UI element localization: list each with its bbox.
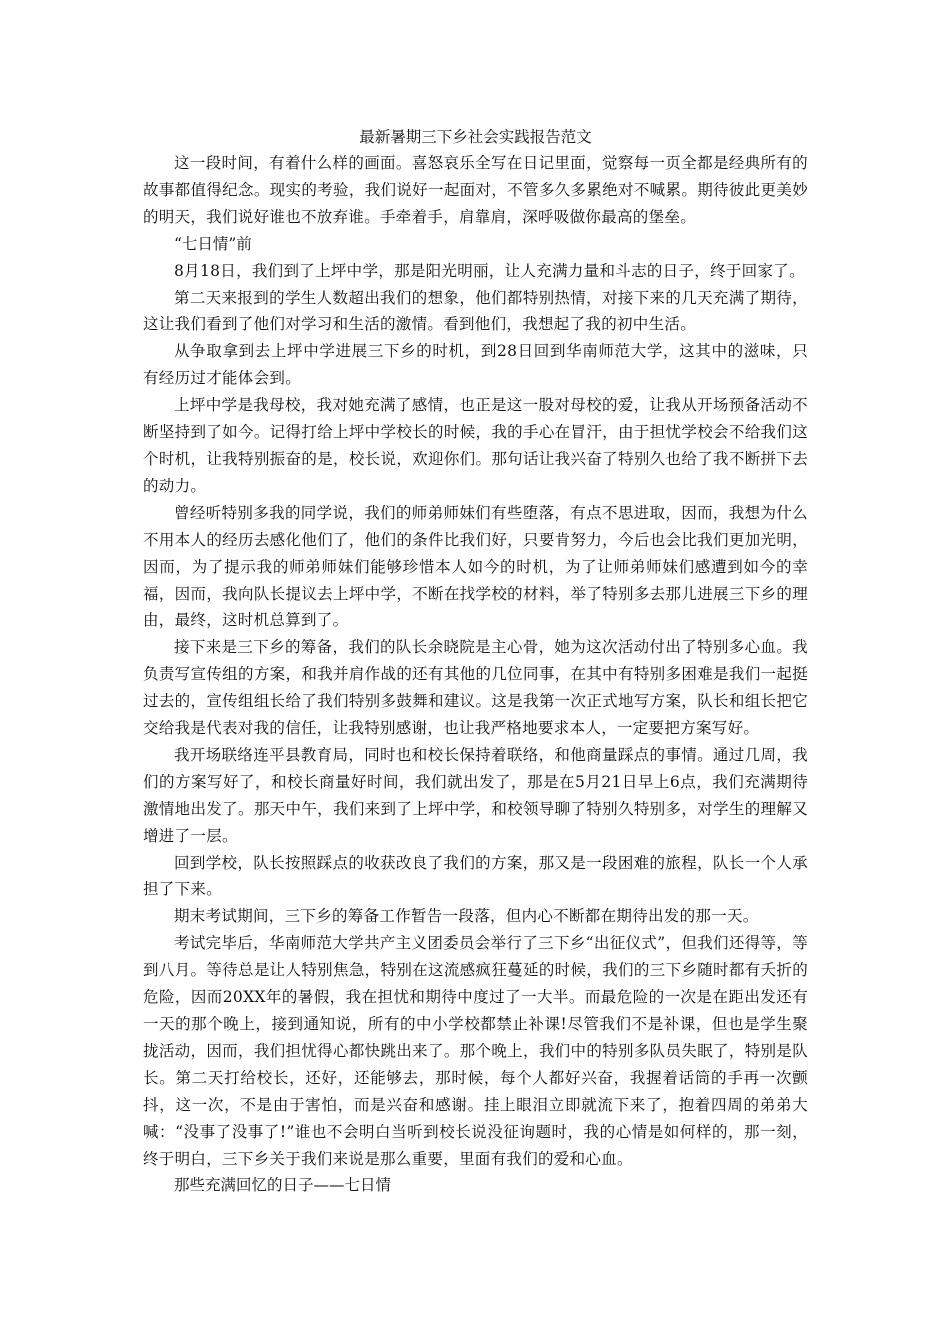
paragraph: 考试完毕后，华南师范大学共产主义团委员会举行了三下乡“出征仪式”，但我们还得等，等到八月。等待总是让人特别焦急，特别在这流感疯狂蔓延的时候，我们的三下乡随时都有夭折的危险，因而20XX年的暑假，我在担忧和期待中度过了一大半。而最危险的一次是在距出发还有一天的那个晚上，接到通知说，所有的中小学校都禁止补课!尽管我们不是补课，但也是学生聚拢活动，因而，我们担忧得心都快跳出来了。那个晚上，我们中的特别多队员失眠了，特别是队长。第二天打给校长，还好，还能够去，那时候，每个人都好兴奋，我握着话筒的手再一次颤抖，这一次，不是由于害怕，而是兴奋和感谢。挂上眼泪立即就流下来了，抱着四周的弟弟大喊：“没事了没事了!”谁也不会明白当听到校长说没征询题时，我的心情是如何样的，那一刻，终于明白，三下乡关于我们来说是那么重要，里面有我们的爱和心血。 [143,934,808,1168]
paragraph: 第二天来报到的学生人数超出我们的想象，他们都特别热情，对接下来的几天充满了期待，这让我们看到了他们对学习和生活的激情。看到他们，我想起了我的初中生活。 [143,288,808,334]
paragraph: 回到学校，队长按照踩点的收获改良了我们的方案，那又是一段困难的旅程，队长一个人承担了下来。 [143,853,808,899]
paragraph: 接下来是三下乡的筹备，我们的队长余晓院是主心骨，她为这次活动付出了特别多心血。我负责写宣传组的方案，和我并肩作战的还有其他的几位同事，在其中有特别多困难是我们一起挺过去的，宣传组组长给了我们特别多鼓舞和建议。这是我第一次正式地写方案，队长和组长把它交给我是代表对我的信任，让我特别感谢，也让我严格地要求本人，一定要把方案写好。 [143,638,808,738]
document-body [143,124,808,1199]
paragraph: 8月18日，我们到了上坪中学，那是阳光明丽，让人充满力量和斗志的日子，终于回家了。 [174,261,805,280]
paragraph: 上坪中学是我母校，我对她充满了感情，也正是这一股对母校的爱，让我从开场预备活动不断坚持到了如今。记得打给上坪中学校长的时候，我的手心在冒汗，由于担忧学校会不给我们这个时机，让我特别振奋的是，校长说，欢迎你们。那句话让我兴奋了特别久也给了我不断拼下去的动力。 [143,396,808,495]
paragraph-intro: 这一段时间，有着什么样的画面。喜怒哀乐全写在日记里面，觉察每一页全都是经典所有的故事都值得纪念。现实的考验，我们说好一起面对，不管多久多累绝对不喊累。期待彼此更美妙的明天，我们说好谁也不放弃谁。手牵着手，肩靠肩，深呼吸做你最高的堡垒。 [143,154,808,226]
paragraph: 曾经听特别多我的同学说，我们的师弟师妹们有些堕落，有点不思进取，因而，我想为什么不用本人的经历去感化他们了，他们的条件比我们好，只要肯努力，今后也会比我们更加光明，因而，为了提示我的师弟师妹们能够珍惜本人如今的时机，为了让师弟师妹们感遭到如今的幸福，因而，我向队长提议去上坪中学，不断在找学校的材料，举了特别多去那儿进展三下乡的理由，最终，这时机总算到了。 [143,503,808,630]
paragraph: 从争取拿到去上坪中学进展三下乡的时机，到28日回到华南师范大学，这其中的滋味，只有经历过才能体会到。 [143,342,808,388]
section-heading-seven-days: 那些充满回忆的日子——七日情 [174,1176,392,1195]
document-title: 最新暑期三下乡社会实践报告范文 [359,128,592,146]
section-heading-before: “七日情”前 [174,234,252,253]
paragraph: 期末考试期间，三下乡的筹备工作暂告一段落，但内心不断都在期待出发的那一天。 [174,907,759,926]
paragraph: 我开场联络连平县教育局，同时也和校长保持着联络，和他商量踩点的事情。通过几周，我们的方案写好了，和校长商量好时间，我们就出发了，那是在5月21日早上6点，我们充满期待激情地出发了。那天中午，我们来到了上坪中学，和校领导聊了特别久特别多，对学生的理解又增进了一层。 [143,745,808,845]
